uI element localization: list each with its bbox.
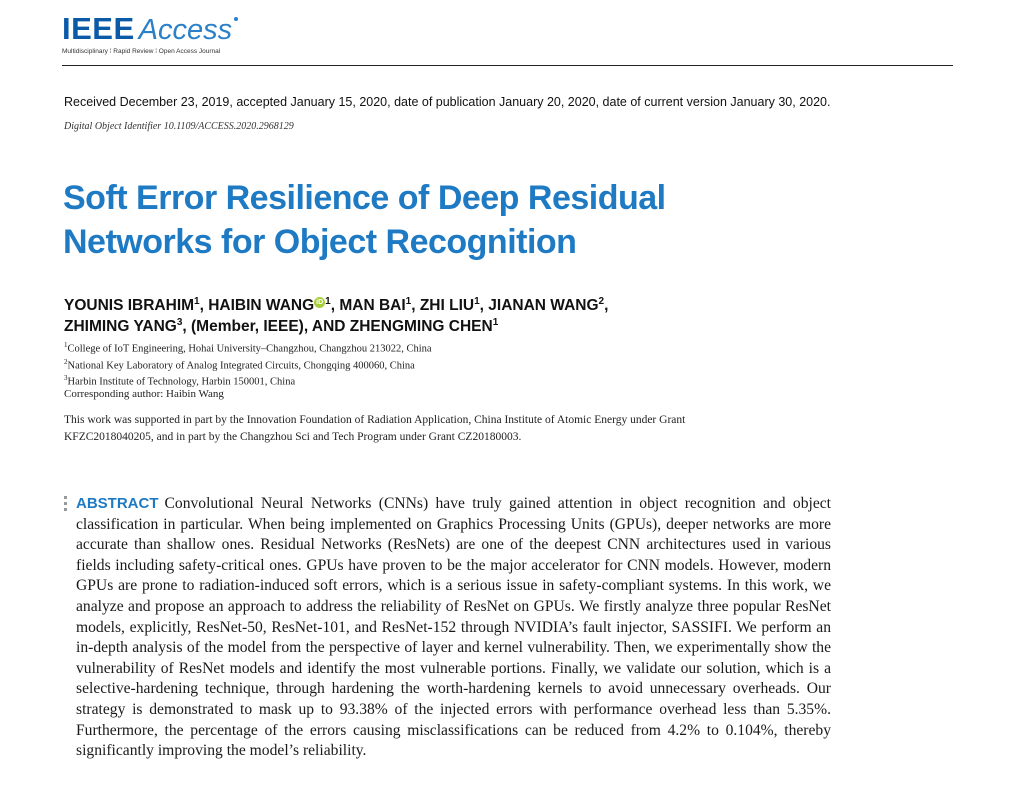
author-name: YOUNIS IBRAHIM <box>64 297 195 314</box>
affiliation-ref: 1 <box>492 316 499 328</box>
affiliation-number: 1 <box>64 341 68 349</box>
abstract <box>76 494 831 762</box>
funding-line-2: KFZC2018040205, and in part by the Changzhou Sci and Tech Program under Grant CZ20180003. <box>64 431 522 443</box>
abstract-heading: ABSTRACT <box>76 495 159 512</box>
journal-logo <box>62 12 238 55</box>
affiliation-text: College of IoT Engineering, Hohai University–Changzhou, Changzhou 213022, China <box>67 343 432 355</box>
affiliation-text: National Key Laboratory of Analog Integrated Circuits, Chongqing 400060, China <box>67 360 415 371</box>
author-name: ZHIMING YANG <box>64 318 177 335</box>
separator: , <box>479 297 489 314</box>
affiliation-text: Harbin Institute of Technology, Harbin 150001, China <box>67 376 296 388</box>
logo-tagline: Multidisciplinary ⁞ Rapid Review ⁞ Open Access Journal <box>62 48 221 55</box>
title-line-2: Networks for Object Recognition <box>63 223 577 261</box>
affiliation-ref: 1 <box>194 295 200 307</box>
affiliation-ref: 1 <box>325 295 331 307</box>
header-divider <box>62 65 953 66</box>
title-line-1: Soft Error Resilience of Deep Residual <box>63 179 666 217</box>
affiliation-number: 2 <box>64 357 68 366</box>
author-line-1 <box>64 295 924 316</box>
author-list <box>64 295 924 337</box>
paper-title <box>63 176 763 264</box>
author-name: ZHENGMING CHEN <box>349 318 493 335</box>
affiliation <box>64 339 924 356</box>
separator: , <box>330 297 340 314</box>
affiliation-ref: 3 <box>176 316 183 328</box>
logo-access-text: Access <box>138 14 233 46</box>
publication-dates: Received December 23, 2019, accepted January 15, 2020, date of publication January 20, 2020, date of current version January 30, 2020. <box>64 95 831 109</box>
author-name: ZHI LIU <box>419 297 475 314</box>
separator: , <box>604 297 609 314</box>
author-name: HAIBIN WANG <box>208 297 315 314</box>
separator: , <box>411 297 420 314</box>
affiliation <box>64 372 924 389</box>
abstract-text: Convolutional Neural Networks (CNNs) have truly gained attention in object recognition and object classification in particular. When being implemented on Graphics Processing Units (GPUs), deeper networks are more accurate than shallow ones. Residual Networks (ResNets) are one of the deepest CNN architectures used in various fields including safety-critical ones. GPUs have proven to be the major accelerator for CNN models. However, modern GPUs are prone to radiation-induced soft errors, which is a serious issue in safety-compliant systems. In this work, we analyze and propose an approach to address the reliability of ResNet on GPUs. We firstly analyze three popular ResNet models, explicitly, ResNet-50, ResNet-101, and ResNet-152 through NVIDIA’s fault injector, SASSIFI. We perform an in-depth analysis of the model from the perspective of layer and kernel vulnerability. Then, we experimentally show the vulnerability of ResNet models and identify the most vulnerable portions. Finally, we validate our solution, which is a selective-hardening technique, through hardening the worth-hardening kernels to avoid unnecessary overheads. Our strategy is demonstrated to mask up to 93.38% of the injected errors with performance overhead less than 5.35%. Furthermore, the percentage of the errors causing misclassifications can be reduced from 4.2% to 0.104%, thereby significantly improving the model’s reliability. <box>76 495 831 760</box>
orcid-icon[interactable]: iD <box>316 298 324 306</box>
abstract-marker-icon <box>64 496 68 514</box>
author-note: , (Member, IEEE), AND <box>182 318 350 335</box>
doi[interactable]: Digital Object Identifier 10.1109/ACCESS.2020.2968129 <box>64 121 294 132</box>
affiliation-number: 3 <box>64 374 68 382</box>
affiliation <box>64 356 924 373</box>
author-name: MAN BAI <box>339 297 406 314</box>
funding-statement <box>64 412 824 446</box>
corresponding-author: Corresponding author: Haibin Wang <box>64 388 224 400</box>
author-line-2 <box>64 316 924 337</box>
logo-dot-icon <box>234 17 238 21</box>
affiliation-list <box>64 339 924 389</box>
affiliation-ref: 1 <box>474 295 480 307</box>
author-name: JIANAN WANG <box>488 297 599 314</box>
affiliation-ref: 1 <box>405 295 412 307</box>
separator: , <box>199 297 209 314</box>
affiliation-ref: 2 <box>598 295 605 307</box>
logo-ieee-text: IEEE <box>62 11 135 46</box>
funding-line-1: This work was supported in part by the Innovation Foundation of Radiation Application, China Institute of Atomic Energy under Grant <box>64 414 686 426</box>
